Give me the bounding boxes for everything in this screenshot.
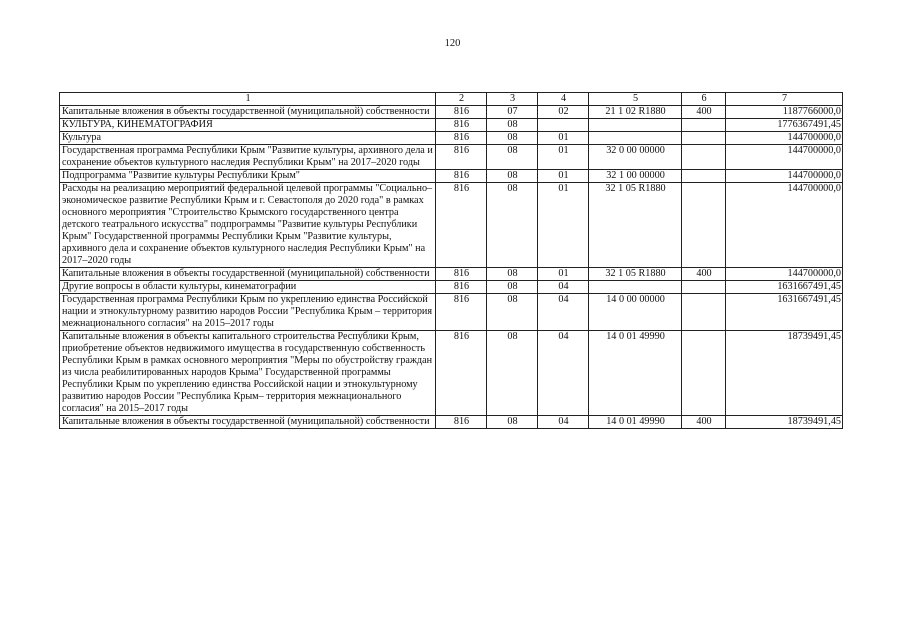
row-section-code: 08: [487, 183, 538, 268]
row-expense-type: [682, 145, 726, 170]
row-amount: 144700000,0: [726, 132, 843, 145]
row-amount: 144700000,0: [726, 268, 843, 281]
header-col-7: 7: [726, 93, 843, 106]
row-target-article: 32 0 00 00000: [589, 145, 682, 170]
row-expense-type: [682, 132, 726, 145]
row-section-code: 08: [487, 416, 538, 429]
row-expense-type: 400: [682, 106, 726, 119]
row-expense-type: 400: [682, 268, 726, 281]
row-ministry-code: 816: [436, 145, 487, 170]
header-col-1: 1: [60, 93, 436, 106]
row-name: Культура: [60, 132, 436, 145]
table-row: [60, 170, 843, 183]
row-amount: 144700000,0: [726, 183, 843, 268]
row-ministry-code: 816: [436, 170, 487, 183]
row-amount: 18739491,45: [726, 331, 843, 416]
row-section-code: 07: [487, 106, 538, 119]
row-expense-type: [682, 331, 726, 416]
row-target-article: [589, 281, 682, 294]
row-amount: 18739491,45: [726, 416, 843, 429]
row-amount: 144700000,0: [726, 170, 843, 183]
table-row: [60, 145, 843, 170]
row-section-code: 08: [487, 294, 538, 331]
row-name: Государственная программа Республики Крым "Развитие культуры, архивного дела и сохранение объектов культурного наследия Республики Крым" на 2017–2020 годы: [60, 145, 436, 170]
row-section-code: 08: [487, 331, 538, 416]
row-amount: 1776367491,45: [726, 119, 843, 132]
header-col-3: 3: [487, 93, 538, 106]
row-expense-type: 400: [682, 416, 726, 429]
header-col-6: 6: [682, 93, 726, 106]
row-expense-type: [682, 170, 726, 183]
row-name: Другие вопросы в области культуры, кинематографии: [60, 281, 436, 294]
row-target-article: 14 0 00 00000: [589, 294, 682, 331]
row-subsection-code: 04: [538, 331, 589, 416]
row-expense-type: [682, 281, 726, 294]
row-section-code: 08: [487, 145, 538, 170]
row-name: Капитальные вложения в объекты государственной (муниципальной) собственности: [60, 268, 436, 281]
table-row: [60, 416, 843, 429]
table-row: [60, 268, 843, 281]
row-section-code: 08: [487, 170, 538, 183]
table-row: [60, 106, 843, 119]
row-subsection-code: 02: [538, 106, 589, 119]
row-subsection-code: 04: [538, 281, 589, 294]
row-section-code: 08: [487, 268, 538, 281]
table-row: [60, 132, 843, 145]
row-name: Государственная программа Республики Крым по укреплению единства Российской нации и этнокультурному развитию народов России "Республика Крым – территория межнационального согласия" на 2015–2017 годы: [60, 294, 436, 331]
page-number: 120: [444, 38, 461, 49]
row-ministry-code: 816: [436, 183, 487, 268]
row-section-code: 08: [487, 281, 538, 294]
row-ministry-code: 816: [436, 416, 487, 429]
header-col-4: 4: [538, 93, 589, 106]
row-target-article: [589, 132, 682, 145]
row-subsection-code: [538, 119, 589, 132]
row-ministry-code: 816: [436, 268, 487, 281]
row-target-article: 32 1 05 R1880: [589, 183, 682, 268]
header-row: [60, 93, 843, 106]
row-name: Подпрограмма "Развитие культуры Республики Крым": [60, 170, 436, 183]
row-subsection-code: 01: [538, 268, 589, 281]
row-subsection-code: 01: [538, 145, 589, 170]
row-amount: 144700000,0: [726, 145, 843, 170]
row-section-code: 08: [487, 119, 538, 132]
row-amount: 1631667491,45: [726, 294, 843, 331]
row-ministry-code: 816: [436, 106, 487, 119]
row-ministry-code: 816: [436, 281, 487, 294]
row-subsection-code: 04: [538, 294, 589, 331]
row-target-article: 21 1 02 R1880: [589, 106, 682, 119]
row-amount: 1631667491,45: [726, 281, 843, 294]
row-section-code: 08: [487, 132, 538, 145]
row-target-article: 14 0 01 49990: [589, 416, 682, 429]
row-ministry-code: 816: [436, 331, 487, 416]
row-expense-type: [682, 294, 726, 331]
row-subsection-code: 01: [538, 132, 589, 145]
row-expense-type: [682, 183, 726, 268]
row-name: Расходы на реализацию мероприятий федеральной целевой программы "Социально–экономическое развитие Республики Крым и г. Севастополя до 2020 года" в рамках основного мероприятия "Строительство Крымского государственного центра детского театрального искусства" подпрограммы "Развитие культуры Республики Крым" Государственной программы Республики Крым "Развитие культуры, архивного дела и сохранение объектов культурного наследия Республики Крым" на 2017–2020 годы: [60, 183, 436, 268]
row-expense-type: [682, 119, 726, 132]
row-ministry-code: 816: [436, 119, 487, 132]
row-name: Капитальные вложения в объекты капитального строительства Республики Крым, приобретение объектов недвижимого имущества в государственную собственность Республики Крым в рамках основного мероприятия "Меры по обустройству граждан из числа реабилитированных народов Крыма" Государственной программы Республики Крым по укреплению единства Российской нации и этнокультурному развитию народов России "Республика Крым– территория межнационального согласия" на 2015–2017 годы: [60, 331, 436, 416]
row-name: Капитальные вложения в объекты государственной (муниципальной) собственности: [60, 106, 436, 119]
budget-table: [59, 92, 843, 429]
row-target-article: 32 1 00 00000: [589, 170, 682, 183]
table-row: [60, 281, 843, 294]
row-subsection-code: 01: [538, 170, 589, 183]
table-row: [60, 331, 843, 416]
header-col-5: 5: [589, 93, 682, 106]
header-col-2: 2: [436, 93, 487, 106]
table-row: [60, 183, 843, 268]
table-row: [60, 294, 843, 331]
row-subsection-code: 01: [538, 183, 589, 268]
row-name: КУЛЬТУРА, КИНЕМАТОГРАФИЯ: [60, 119, 436, 132]
row-subsection-code: 04: [538, 416, 589, 429]
row-ministry-code: 816: [436, 294, 487, 331]
row-amount: 1187766000,0: [726, 106, 843, 119]
row-target-article: [589, 119, 682, 132]
row-ministry-code: 816: [436, 132, 487, 145]
table-row: [60, 119, 843, 132]
row-target-article: 14 0 01 49990: [589, 331, 682, 416]
row-target-article: 32 1 05 R1880: [589, 268, 682, 281]
row-name: Капитальные вложения в объекты государственной (муниципальной) собственности: [60, 416, 436, 429]
